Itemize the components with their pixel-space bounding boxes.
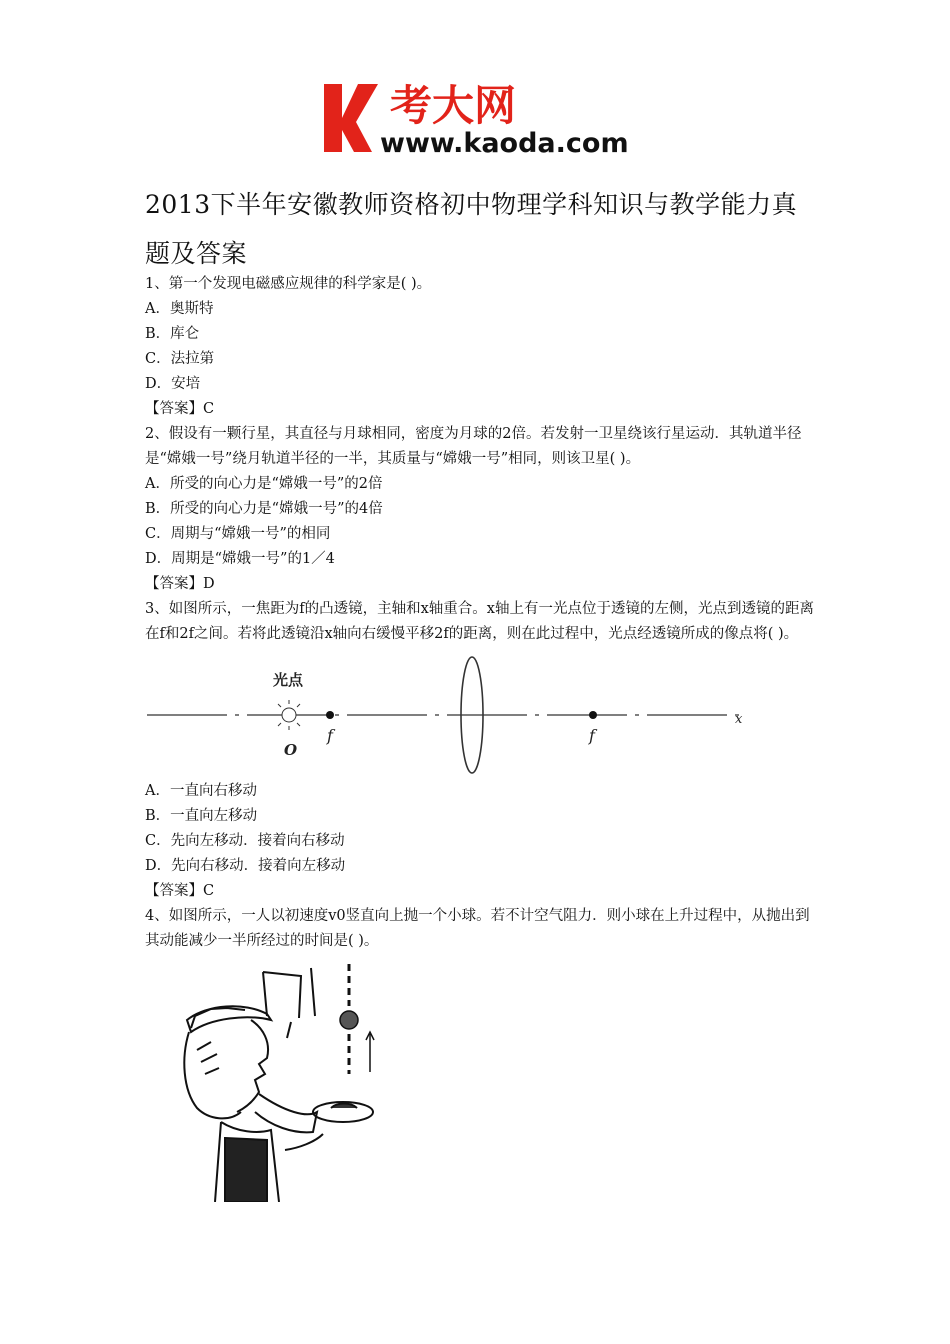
right-focus-label: f	[589, 726, 595, 745]
answer: 【答案】C	[145, 401, 215, 417]
question-stem: 3、如图所示，一焦距为f的凸透镜，主轴和x轴重合。x轴上有一光点位于透镜的左侧，光点到透镜的距离在f和2f之间。若将此透镜沿x轴向右缓慢平移2f的距离，则在此过程中，光点经透镜所成的像点将( )。	[145, 601, 814, 642]
answer: 【答案】D	[145, 576, 215, 592]
logo-brand-text: 考大网	[390, 81, 517, 130]
document-title: 2013下半年安徽教师资格初中物理学科知识与教学能力真题及答案	[145, 190, 798, 268]
x-axis-label: x	[735, 712, 743, 727]
ball-toss-figure	[167, 962, 402, 1202]
option-a: A．奥斯特	[145, 301, 214, 317]
option-c: C．周期与“嫦娥一号”的相同	[145, 526, 331, 542]
light-point-label: 光点	[273, 671, 304, 689]
option-c: C．法拉第	[145, 351, 215, 367]
option-c: C．先向左移动．接着向右移动	[145, 833, 345, 849]
velocity-arrow-icon	[366, 1032, 374, 1072]
left-focus-point	[326, 711, 334, 719]
option-b: B．一直向左移动	[145, 808, 258, 824]
ball-icon	[340, 1011, 358, 1029]
question-stem: 4、如图所示，一人以初速度v0竖直向上抛一个小球。若不计空气阻力．则小球在上升过程中，从抛出到其动能减少一半所经过的时间是( )。	[145, 908, 810, 949]
option-d: D．先向右移动．接着向左移动	[145, 858, 346, 874]
option-b: B．库仑	[145, 326, 200, 342]
question-stem: 1、第一个发现电磁感应规律的科学家是( )。	[145, 276, 432, 292]
origin-label: O	[284, 741, 298, 759]
logo-url-text: www.kaoda.com	[380, 128, 629, 159]
question-stem: 2、假设有一颗行星，其直径与月球相同，密度为月球的2倍。若发射一卫星绕该行星运动．其轨道半径是“嫦娥一号”绕月轨道半径的一半，其质量与“嫦娥一号”相同，则该卫星( )。	[145, 426, 802, 467]
question-4	[145, 904, 817, 1202]
person-figure	[184, 968, 373, 1202]
option-d: D．安培	[145, 376, 201, 392]
option-b: B．所受的向心力是“嫦娥一号”的4倍	[145, 501, 383, 517]
option-a: A．一直向右移动	[145, 783, 257, 799]
right-focus-point	[589, 711, 597, 719]
kaoda-logo	[318, 78, 638, 160]
question-1	[145, 272, 817, 422]
question-list	[145, 272, 817, 1202]
question-3	[145, 597, 817, 904]
question-2	[145, 422, 817, 597]
answer: 【答案】C	[145, 883, 215, 899]
convex-lens-figure	[147, 653, 747, 775]
option-a: A．所受的向心力是“嫦娥一号”的2倍	[145, 476, 383, 492]
left-focus-label: f	[327, 726, 333, 745]
option-d: D．周期是“嫦娥一号”的1／4	[145, 551, 335, 567]
